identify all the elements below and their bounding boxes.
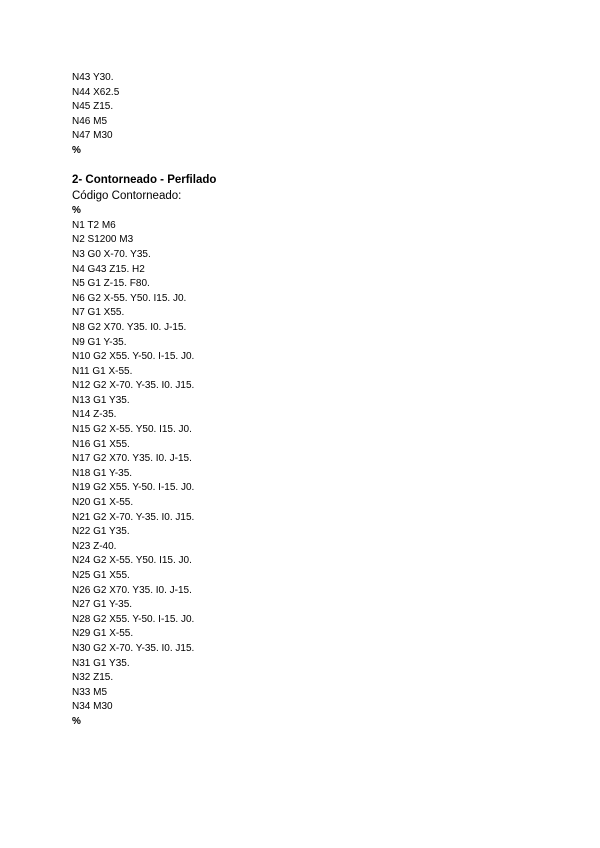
program-start-marker: % [72,205,81,217]
section-contorneado [72,173,552,729]
gcode-line: N6 G2 X-55. Y50. I15. J0. [72,292,187,304]
gcode-line: N5 G1 Z-15. F80. [72,278,150,290]
gcode-line: N27 G1 Y-35. [72,599,133,611]
gcode-line: N10 G2 X55. Y-50. I-15. J0. [72,351,195,363]
gcode-line: N18 G1 Y-35. [72,467,133,479]
gcode-line: N16 G1 X55. [72,438,130,450]
gcode-line: N45 Z15. [72,101,114,113]
gcode-line: N29 G1 X-55. [72,628,134,640]
gcode-line: N7 G1 X55. [72,307,125,319]
gcode-line: N13 G1 Y35. [72,394,130,406]
gcode-line: N44 X62.5 [72,86,120,98]
gcode-line: N17 G2 X70. Y35. I0. J-15. [72,453,192,465]
section-heading: 2- Contorneado - Perfilado [72,174,217,187]
gcode-line: N28 G2 X55. Y-50. I-15. J0. [72,613,195,625]
gcode-line: N47 M30 [72,130,113,142]
gcode-line: N1 T2 M6 [72,219,116,231]
gcode-line: N12 G2 X-70. Y-35. I0. J15. [72,380,195,392]
gcode-line: N24 G2 X-55. Y50. I15. J0. [72,555,192,567]
gcode-line: N46 M5 [72,115,108,127]
gcode-line: N8 G2 X70. Y35. I0. J-15. [72,321,187,333]
gcode-line: N32 Z15. [72,672,114,684]
gcode-line: N20 G1 X-55. [72,497,134,509]
gcode-line: N19 G2 X55. Y-50. I-15. J0. [72,482,195,494]
program-end-marker: % [72,144,81,156]
gcode-line: N11 G1 X-55. [72,365,133,377]
spacer [72,159,552,174]
gcode-line: N43 Y30. [72,72,114,83]
program-end-marker: % [72,715,81,727]
gcode-line: N14 Z-35. [72,409,117,421]
gcode-line: N26 G2 X70. Y35. I0. J-15. [72,584,192,596]
gcode-line: N21 G2 X-70. Y-35. I0. J15. [72,511,195,523]
gcode-line: N33 M5 [72,686,108,698]
gcode-block-2 [72,219,552,715]
gcode-block-1 [72,71,552,159]
gcode-line: N4 G43 Z15. H2 [72,263,145,275]
gcode-line: N34 M30 [72,701,113,713]
gcode-line: N3 G0 X-70. Y35. [72,248,151,260]
document-page [72,71,552,730]
section-subheading: Código Contorneado: [72,189,182,202]
gcode-line: N15 G2 X-55. Y50. I15. J0. [72,424,192,436]
gcode-line: N30 G2 X-70. Y-35. I0. J15. [72,642,195,654]
gcode-line: N25 G1 X55. [72,570,130,581]
gcode-line: N31 G1 Y35. [72,657,130,669]
gcode-line: N2 S1200 M3 [72,234,134,246]
gcode-line: N9 G1 Y-35. [72,336,127,348]
gcode-line: N23 Z-40. [72,540,117,552]
gcode-line: N22 G1 Y35. [72,526,130,538]
